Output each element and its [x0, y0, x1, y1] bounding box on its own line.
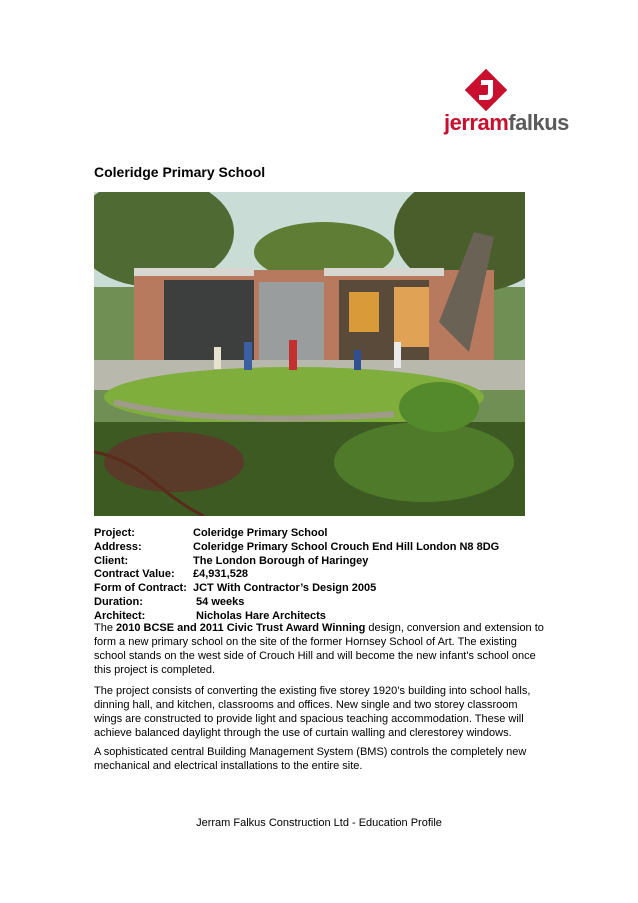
detail-label: Contract Value: — [94, 568, 175, 581]
jf-diamond-icon — [464, 68, 508, 112]
page-title: Coleridge Primary School — [94, 164, 266, 180]
detail-value: JCT With Contractor’s Design 2005 — [193, 582, 377, 595]
detail-label: Address: — [94, 540, 142, 553]
description-paragraph-2: The project consists of converting the existing five storey 1920’s building into school halls, dinning hall, and kitchen, classrooms and offices. New single and two storey classroom wings are constructed to provide light and spacious teaching accommodation. These will achieve balanced daylight through the use of curtain walling and clerestorey windows. — [94, 685, 531, 739]
award-text: 2010 BCSE and 2011 Civic Trust Award Winning — [116, 622, 366, 634]
description-paragraph-1 — [94, 621, 546, 677]
detail-value: The London Borough of Haringey — [193, 554, 369, 567]
school-photo — [94, 192, 525, 516]
detail-value: Nicholas Hare Architects — [193, 609, 326, 622]
logo-wordmark-part2: falkus — [508, 110, 569, 135]
para1-post: design, conversion and extension to form a new primary school on the site of the former Hornsey School of Art. The existing school stands on the west side of Crouch Hill and will become the new infant's school once this project is completed. — [94, 622, 544, 676]
detail-row-form-of-contract — [94, 582, 499, 596]
logo-wordmark — [444, 110, 569, 136]
logo-wordmark-part1: jerram — [444, 110, 509, 135]
description-paragraph-3: A sophisticated central Building Management System (BMS) controls the completely new mechanical and electrical installations to the entire site. — [94, 746, 527, 772]
detail-row-address — [94, 541, 499, 555]
detail-row-project — [94, 527, 499, 541]
detail-value: Coleridge Primary School Crouch End Hill London N8 8DG — [193, 540, 500, 553]
project-details — [94, 527, 499, 624]
detail-row-duration — [94, 596, 499, 610]
detail-label: Duration: — [94, 595, 143, 608]
detail-value: Coleridge Primary School — [193, 527, 328, 539]
detail-label: Architect: — [94, 609, 146, 622]
detail-row-contract-value — [94, 568, 499, 582]
para1-pre: The — [94, 622, 117, 634]
detail-label: Project: — [94, 527, 135, 539]
detail-label: Client: — [94, 554, 129, 567]
company-logo — [444, 68, 609, 140]
page-footer: Jerram Falkus Construction Ltd - Education Profile — [196, 817, 442, 829]
detail-row-client — [94, 555, 499, 569]
detail-label: Form of Contract: — [94, 582, 187, 595]
detail-value: £4,931,528 — [193, 568, 249, 581]
detail-value: 54 weeks — [193, 595, 245, 608]
